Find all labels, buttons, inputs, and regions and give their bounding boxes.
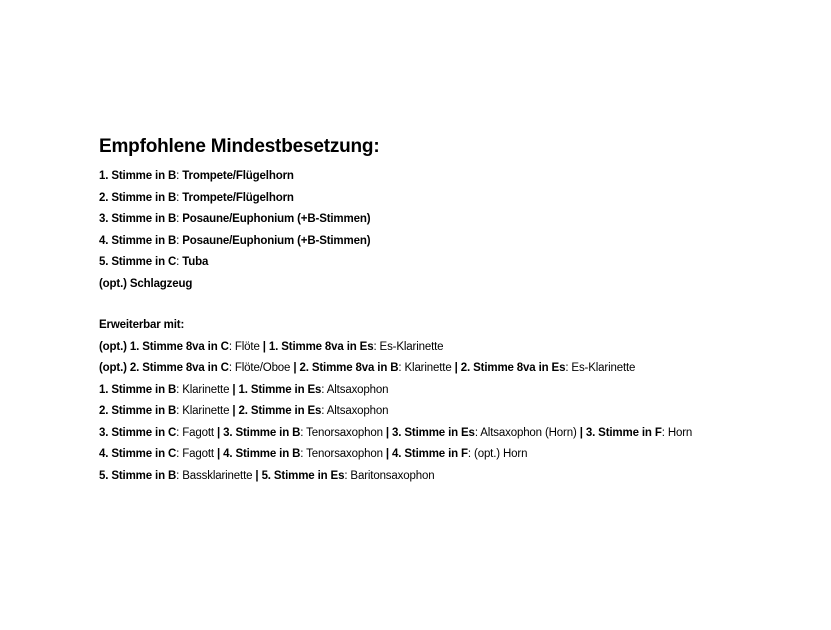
part-value: Altsaxophon (326, 405, 389, 417)
part-value: Bassklarinette (182, 469, 253, 482)
part-value: Es-Klarinette (571, 362, 636, 374)
colon: : (176, 213, 183, 225)
instrumentation-line (99, 274, 692, 296)
instrumentation-line (99, 166, 692, 188)
separator: | (213, 426, 224, 439)
colon: : (228, 362, 235, 374)
colon: : (467, 448, 475, 460)
part-label: 4. Stimme in C (99, 448, 177, 460)
separator: | (252, 469, 262, 482)
part-value: (opt.) Horn (474, 448, 528, 460)
separator: | (229, 405, 239, 417)
colon: : (661, 426, 668, 439)
mindestbesetzung-list (99, 166, 692, 295)
instrumentation-line (99, 466, 692, 488)
part-value: Fagott (182, 426, 214, 439)
part-value: Posaune/Euphonium (+B-Stimmen) (182, 234, 371, 247)
colon: : (176, 383, 183, 396)
part-value: Tenorsaxophon (306, 426, 383, 439)
section-heading: Erweiterbar mit: (99, 319, 185, 331)
separator: | (259, 340, 269, 353)
colon: : (565, 362, 572, 374)
part-label: (opt.) 2. Stimme 8va in C (99, 362, 229, 374)
instrumentation-line (99, 231, 692, 253)
part-label: 4. Stimme in F (392, 448, 468, 460)
colon: : (176, 448, 183, 460)
separator: | (290, 362, 300, 374)
part-value: Klarinette (182, 383, 230, 396)
page-title: Empfohlene Mindestbesetzung: (99, 136, 380, 157)
instrumentation-line (99, 444, 692, 466)
instrumentation-line (99, 358, 692, 380)
colon: : (228, 340, 235, 353)
part-value: Tuba (182, 256, 209, 268)
part-value: Baritonsaxophon (350, 469, 435, 482)
separator: | (213, 448, 224, 460)
document-body (99, 0, 692, 487)
part-value: Klarinette (182, 405, 230, 417)
instrumentation-line (99, 423, 692, 445)
part-label: 3. Stimme in C (99, 426, 177, 439)
separator: | (576, 426, 586, 439)
part-value: Trompete/Flügelhorn (182, 191, 294, 204)
colon: : (176, 426, 183, 439)
part-label: 2. Stimme in B (99, 405, 177, 417)
part-label: 3. Stimme in B (223, 426, 301, 439)
colon: : (373, 340, 380, 353)
part-value: Fagott (182, 448, 214, 460)
part-label: 1. Stimme in B (99, 170, 177, 182)
colon: : (321, 383, 327, 396)
part-value: Es-Klarinette (379, 340, 444, 353)
separator: | (382, 448, 393, 460)
erweiterbar-list (99, 337, 692, 488)
part-label: 3. Stimme in B (99, 213, 177, 225)
instrumentation-line (99, 401, 692, 423)
part-value: Trompete/Flügelhorn (182, 170, 294, 182)
instrumentation-line (99, 337, 692, 359)
colon: : (176, 170, 183, 182)
part-value: Posaune/Euphonium (+B-Stimmen) (182, 213, 371, 225)
part-value: Klarinette (404, 362, 452, 374)
part-value: Flöte (234, 340, 260, 353)
colon: : (176, 405, 183, 417)
colon: : (176, 191, 183, 204)
part-label: 3. Stimme in Es (392, 426, 475, 439)
part-label: 5. Stimme in C (99, 256, 177, 268)
part-label: 4. Stimme in B (99, 234, 177, 247)
part-value: Altsaxophon (Horn) (480, 426, 577, 439)
section-mindestbesetzung (99, 166, 692, 295)
part-label: 5. Stimme in B (99, 469, 177, 482)
part-label: 3. Stimme in F (585, 426, 662, 439)
colon: : (176, 256, 183, 268)
part-value: Altsaxophon (326, 383, 389, 396)
colon: : (321, 405, 327, 417)
colon: : (300, 448, 307, 460)
part-label: (opt.) 1. Stimme 8va in C (99, 340, 229, 353)
part-label: 2. Stimme 8va in Es (460, 362, 566, 374)
section-erweiterbar (99, 315, 692, 487)
part-label: 1. Stimme 8va in Es (268, 340, 374, 353)
colon: : (344, 469, 351, 482)
colon: : (300, 426, 307, 439)
part-label: 5. Stimme in Es (261, 469, 345, 482)
separator: | (451, 362, 461, 374)
part-label: 2. Stimme in B (99, 191, 177, 204)
instrumentation-line (99, 188, 692, 210)
part-label: 4. Stimme in B (223, 448, 301, 460)
part-value: Tenorsaxophon (306, 448, 383, 460)
part-label: 2. Stimme 8va in B (299, 362, 399, 374)
part-value: Horn (667, 426, 693, 439)
part-label: 2. Stimme in Es (238, 405, 322, 417)
separator: | (382, 426, 393, 439)
part-value: Flöte/Oboe (234, 362, 291, 374)
instrumentation-line (99, 252, 692, 274)
part-label: (opt.) Schlagzeug (99, 277, 193, 290)
colon: : (474, 426, 481, 439)
colon: : (176, 234, 183, 247)
colon: : (176, 469, 183, 482)
instrumentation-line (99, 380, 692, 402)
instrumentation-line (99, 209, 692, 231)
colon: : (398, 362, 405, 374)
part-label: 1. Stimme in Es (238, 383, 322, 396)
separator: | (229, 383, 239, 396)
part-label: 1. Stimme in B (99, 383, 177, 396)
